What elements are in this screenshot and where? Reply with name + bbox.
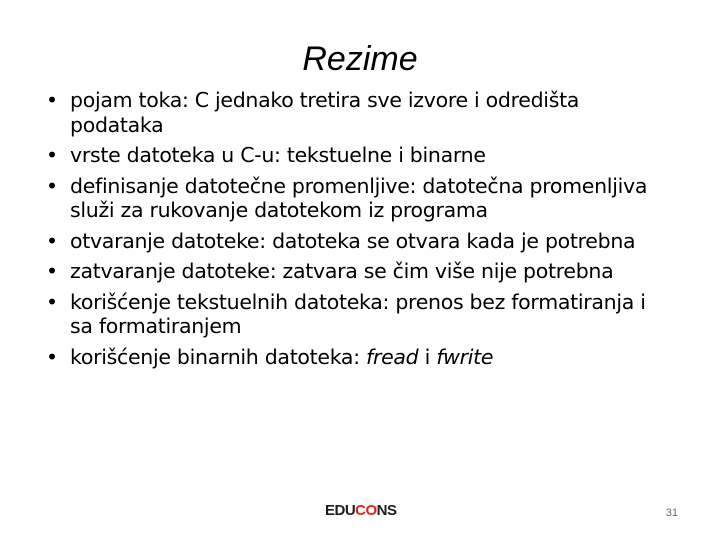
- bullet-term-fwrite: fwrite: [436, 344, 494, 369]
- bullet-text: vrste datoteka u C-u: tekstuelne i binarne: [70, 143, 486, 167]
- logo-text-co: CO: [355, 502, 377, 519]
- logo-text-edu: EDU: [325, 502, 356, 519]
- bullet-text: definisanje datotečne promenljive: datotečna promenljiva služi za rukovanje datotekom iz programa: [70, 173, 648, 222]
- page-number: 31: [665, 507, 678, 519]
- bullet-text: korišćenje tekstuelnih datoteka: prenos bez formatiranja i sa formatiranjem: [70, 289, 646, 338]
- bullet-marker: •: [46, 259, 58, 283]
- bullet-text: otvaranje datoteke: datoteka se otvara kada je potrebna: [70, 228, 636, 253]
- educons-logo: [325, 502, 397, 520]
- bullet-item: [46, 174, 666, 223]
- bullet-text-conjunction: i: [418, 344, 437, 369]
- bullet-item: [46, 229, 666, 254]
- bullet-text: zatvaranje datoteke: zatvara se čim više nije potrebna: [70, 259, 614, 283]
- bullet-text: pojam toka: C jednako tretira sve izvore i odredišta podataka: [70, 88, 580, 137]
- bullet-marker: •: [46, 289, 58, 314]
- bullet-item: [46, 143, 666, 168]
- bullet-list: [46, 88, 666, 375]
- logo-text-ns: NS: [376, 502, 397, 519]
- bullet-marker: •: [46, 88, 58, 112]
- bullet-item: [46, 259, 666, 284]
- bullet-marker: •: [46, 143, 58, 167]
- bullet-item: [46, 88, 666, 137]
- bullet-marker: •: [46, 228, 58, 253]
- bullet-item: [46, 345, 666, 370]
- bullet-text-prefix: korišćenje binarnih datoteka:: [70, 344, 367, 369]
- bullet-marker: •: [46, 344, 58, 369]
- bullet-marker: •: [46, 173, 58, 198]
- slide-title: Rezime: [302, 40, 418, 78]
- bullet-term-fread: fread: [366, 344, 419, 369]
- bullet-item: [46, 290, 666, 339]
